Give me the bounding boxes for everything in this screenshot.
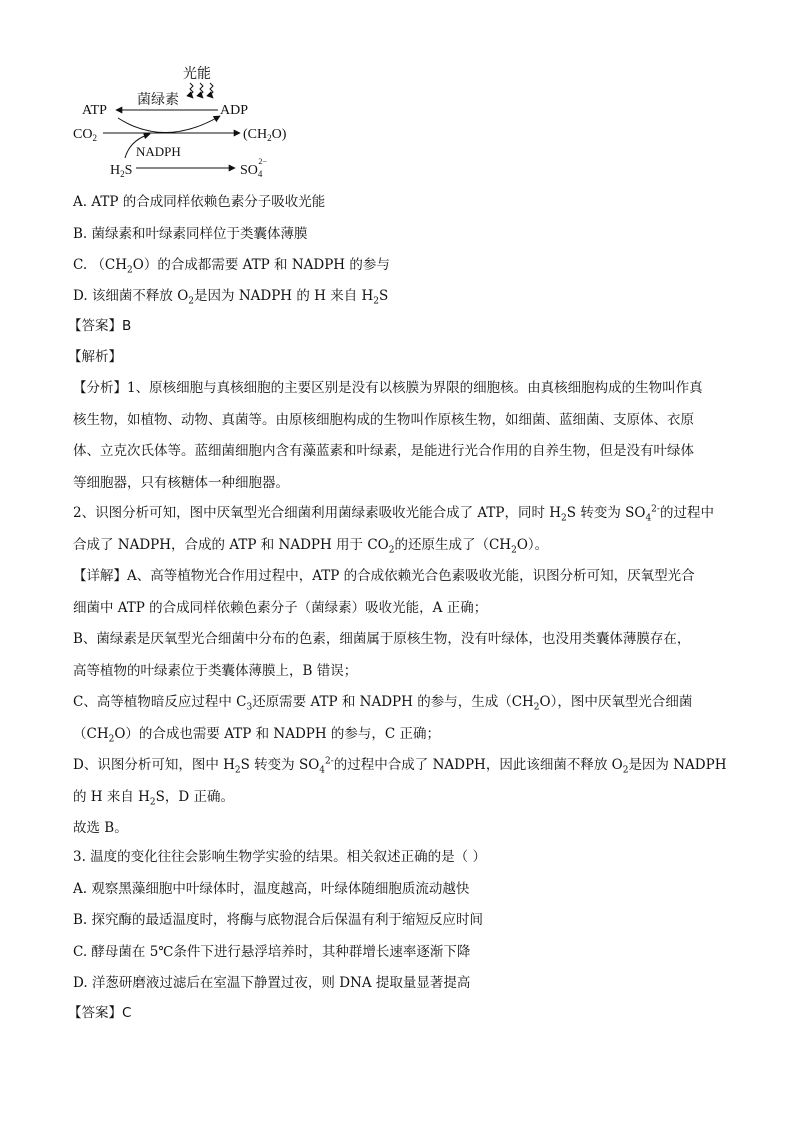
question-3: [73, 842, 723, 1000]
co2-label: $CO_2$: [73, 127, 97, 143]
h2s-label: $H_2S$: [110, 163, 133, 179]
q3-answer: 【答案】C: [68, 1005, 132, 1021]
light-arrows-icon: [190, 83, 213, 98]
light-energy-label: 光能: [183, 67, 211, 82]
q2-answer: 【答案】B: [68, 318, 132, 334]
analysis-paragraph-1: 【分析】1、原核细胞与真核细胞的主要区别是没有以核膜为界限的细胞核。由真核细胞构成的生物叫作真 核生物，如植物、动物、真菌等。由原核细胞构成的生物叫作原核生物，如细菌、蓝细菌、支原体、衣原 体、立克次氏体等。蓝细菌细胞内含有藻蓝素和叶绿素，是能进行光合作用的自养生物，但是没有叶绿体 等细胞器，只有核糖体一种细胞器。: [73, 380, 703, 491]
option-d: D. 该细菌不释放 $O_2$是因为 NADPH 的 H 来自 $H_2S$: [73, 288, 389, 307]
analysis-heading: 【解析】: [68, 349, 122, 365]
pigment-label: 菌绿素: [137, 93, 179, 108]
so4-label: $SO_42-$: [240, 157, 267, 179]
photosynthesis-diagram: [70, 58, 320, 186]
adp-label: ADP: [220, 103, 249, 118]
atp-curve-arrow: [118, 116, 220, 133]
ch2o-label: $(CH_2O)$: [243, 127, 287, 143]
option-b: B. 菌绿素和叶绿素同样位于类囊体薄膜: [73, 226, 308, 242]
q3-option-c: C. 酵母菌在 5℃条件下进行悬浮培养时，其种群增长速率逐渐下降: [73, 943, 471, 960]
analysis-paragraph-2: 2、识图分析可知，图中厌氧型光合细菌利用菌绿素吸收光能合成了 ATP，同时 $H_2S$ 转变为 $SO_4^{2-}$的过程中 合成了 NADPH，合成的 ATP 和 NADPH 用于 $CO_2$的还原生成了$(CH_2O)$。: [73, 504, 714, 556]
nadph-label: NADPH: [136, 144, 181, 159]
q3-stem: 3. 温度的变化往往会影响生物学实验的结果。相关叙述正确的是（ ）: [73, 849, 486, 865]
q3-option-a: A. 观察黑藻细胞中叶绿体时，温度越高，叶绿体随细胞质流动越快: [73, 880, 470, 897]
detail-paragraph: 【详解】A、高等植物光合作用过程中，ATP 的合成依赖光合色素吸收光能，识图分析可知，厌氧型光合 细菌中 ATP 的合成同样依赖色素分子（菌绿素）吸收光能，A 正确； B、菌绿素是厌氧型光合细菌中分布的色素，细菌属于原核生物，没有叶绿体，也没用类囊体薄膜存在， 高等植物的叶绿素位于类囊体薄膜上，B 错误； C、高等植物暗反应过程中 $C_3$还原需要 ATP 和 NADPH 的参与，生成$(CH_2O)$，图中厌氧型光合细菌 $(CH_2O)$的合成也需要 ATP 和 NADPH 的参与，C 正确； D、识图分析可知，图中 $H_2S$ 转变为 $SO_4^{2-}$的过程中合成了 NADPH，因此该细菌不释放 $O_2$是因为 NADPH 的 H 来自 $H_2S$，D 正确。 故选 B。: [73, 568, 727, 836]
option-c: C. $(CH_2O)$的合成都需要 ATP 和 NADPH 的参与: [73, 257, 390, 276]
option-a: A. ATP 的合成同样依赖色素分子吸收光能: [73, 194, 326, 210]
q3-option-b: B. 探究酶的最适温度时，将酶与底物混合后保温有利于缩短反应时间: [73, 912, 484, 928]
q3-option-d: D. 洋葱研磨液过滤后在室温下静置过夜，则 DNA 提取量显著提高: [73, 975, 471, 991]
atp-label: ATP: [82, 103, 107, 118]
